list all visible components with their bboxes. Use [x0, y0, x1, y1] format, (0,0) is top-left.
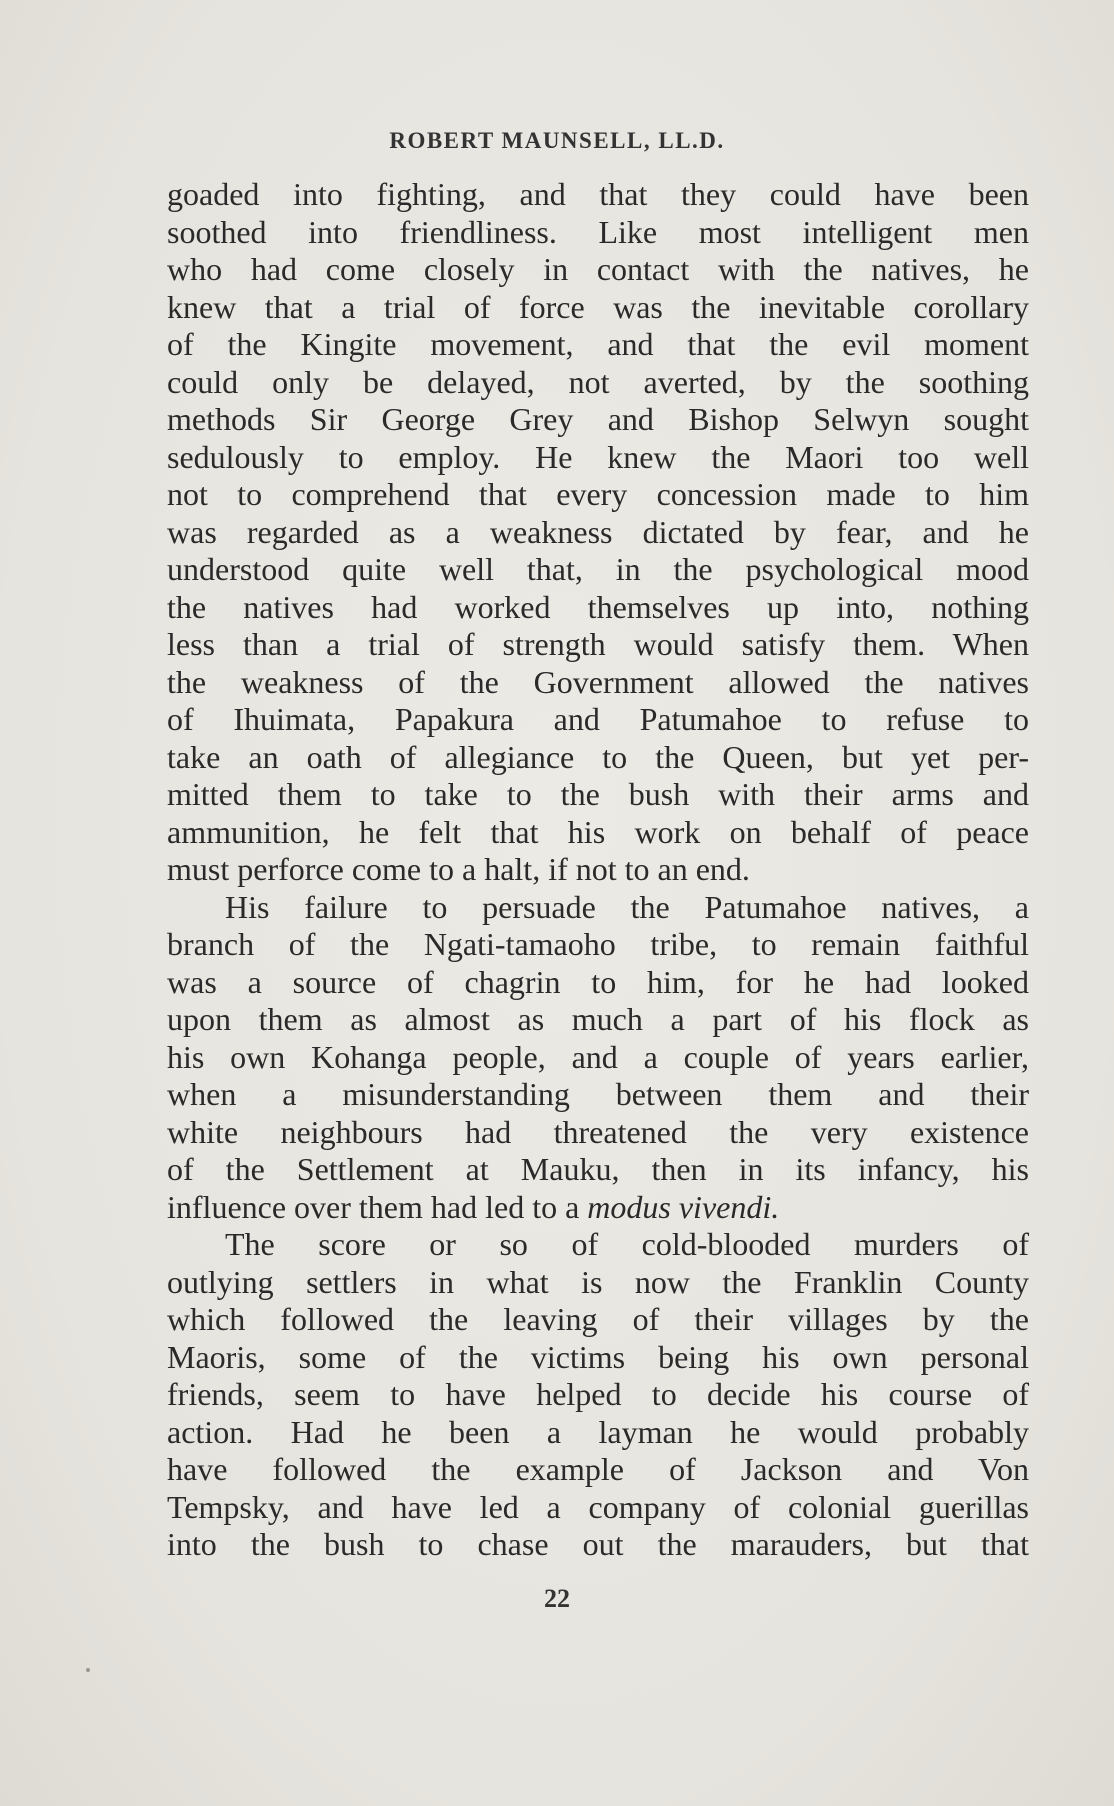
italic-phrase: modus vivendi. — [587, 1188, 780, 1225]
text-line: when a misunderstanding between them and their — [167, 1076, 1029, 1112]
text-line: of the Kingite movement, and that the evil moment — [167, 326, 1029, 362]
text-line: friends, seem to have helped to decide his course of — [167, 1376, 1029, 1412]
text-line: understood quite well that, in the psychological mood — [167, 551, 1029, 587]
text-line: must perforce come to a halt, if not to an end. — [167, 851, 750, 887]
text-line: upon them as almost as much a part of his flock as — [167, 1001, 1029, 1037]
text-line: sedulously to employ. He knew the Maori too well — [167, 438, 1029, 475]
text-line: The score or so of cold-blooded murders of — [225, 1226, 1029, 1262]
text-line: less than a trial of strength would satisfy them. When — [167, 626, 1029, 662]
text-line: of the Settlement at Mauku, then in its infancy, his — [167, 1151, 1029, 1187]
text-line: his own Kohanga people, and a couple of years earlier, — [167, 1038, 1029, 1075]
body-text — [167, 176, 1029, 1564]
text-line: was a source of chagrin to him, for he had looked — [167, 963, 1029, 1000]
text-line: goaded into fighting, and that they could have been — [167, 176, 1029, 212]
running-head: ROBERT MAUNSELL, LL.D. — [389, 128, 725, 153]
text-line — [167, 1189, 1029, 1227]
text-line: His failure to persuade the Patumahoe natives, a — [225, 888, 1029, 925]
text-line: knew that a trial of force was the inevitable corollary — [167, 288, 1029, 325]
text-line: outlying settlers in what is now the Franklin County — [167, 1263, 1029, 1300]
text-segment: influence over them had led to a — [167, 1188, 588, 1225]
text-line: ammunition, he felt that his work on behalf of peace — [167, 813, 1029, 850]
text-line: have followed the example of Jackson and Von — [167, 1451, 1029, 1487]
paragraph — [167, 1226, 1029, 1564]
text-line: Tempsky, and have led a company of colonial guerillas — [167, 1488, 1029, 1525]
text-line: mitted them to take to the bush with their arms and — [167, 776, 1029, 812]
text-line: who had come closely in contact with the natives, he — [167, 251, 1029, 287]
text-line: branch of the Ngati-tamaoho tribe, to remain faithful — [167, 926, 1029, 962]
text-line: not to comprehend that every concession made to him — [167, 476, 1029, 512]
paper-speck — [86, 1668, 90, 1672]
page-number: 22 — [544, 1584, 570, 1613]
text-line: was regarded as a weakness dictated by fear, and he — [167, 513, 1029, 550]
text-line: soothed into friendliness. Like most intelligent men — [167, 213, 1029, 250]
text-line: take an oath of allegiance to the Queen, but yet per- — [167, 738, 1029, 775]
text-line: methods Sir George Grey and Bishop Selwyn sought — [167, 401, 1029, 437]
text-line: which followed the leaving of their villages by the — [167, 1301, 1029, 1337]
text-line: action. Had he been a layman he would probably — [167, 1413, 1029, 1450]
text-line: of Ihuimata, Papakura and Patumahoe to refuse to — [167, 701, 1029, 737]
text-line: into the bush to chase out the marauders, but that — [167, 1526, 1029, 1562]
text-line: white neighbours had threatened the very existence — [167, 1113, 1029, 1150]
text-line: the weakness of the Government allowed the natives — [167, 663, 1029, 700]
text-line: could only be delayed, not averted, by the soothing — [167, 363, 1029, 400]
paragraph — [167, 889, 1029, 1227]
text-line: the natives had worked themselves up into, nothing — [167, 588, 1029, 625]
paragraph — [167, 176, 1029, 889]
text-line: Maoris, some of the victims being his own personal — [167, 1338, 1029, 1375]
